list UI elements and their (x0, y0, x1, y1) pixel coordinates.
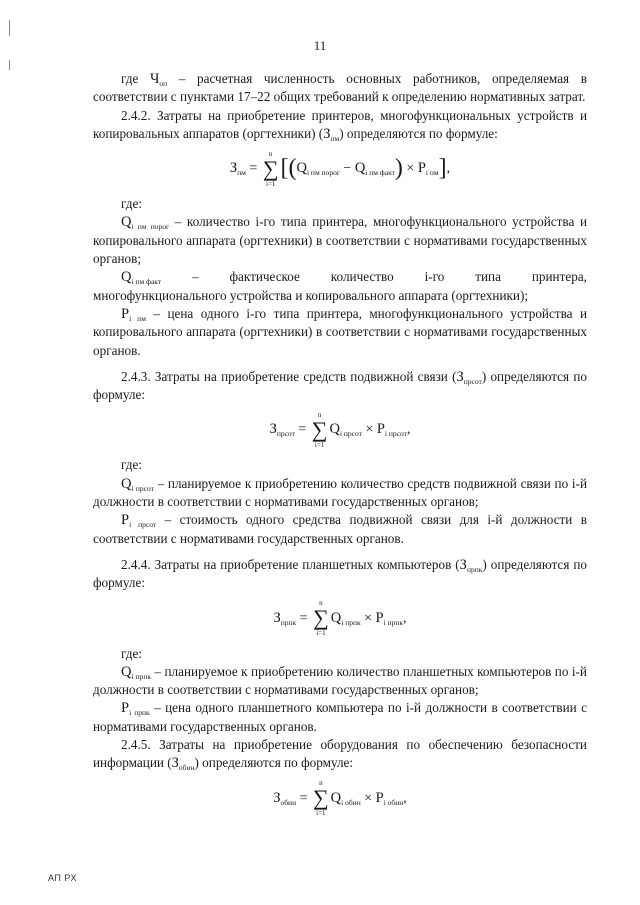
text: типа (475, 269, 501, 285)
paragraph-2-4-4 (93, 556, 587, 593)
formula-comma: , (446, 161, 451, 177)
symbol: P (121, 512, 130, 529)
formula-term: Q (330, 789, 342, 806)
where-label: где: (121, 196, 142, 212)
text: – стоимость одного средства подвижной связи для i-й должности в соответствии с нормативами государственных органов. (93, 512, 588, 546)
formula-lhs-subscript: обин (280, 797, 297, 807)
document-body (93, 70, 587, 825)
sum-lower-limit: i=1 (316, 629, 326, 638)
definition-q-fakt: многофункционального устройства и копировального аппарата (оргтехники); (93, 287, 529, 303)
symbol-subscript: i прсот (129, 520, 157, 530)
symbol: З (456, 368, 464, 385)
paragraph-2-4-5 (93, 736, 587, 773)
formula-term-subscript: i прсот (339, 429, 362, 439)
symbol-subscript: прсот (463, 376, 482, 386)
symbol-subscript: i пм (129, 313, 146, 323)
sum-upper-limit: n (319, 599, 323, 608)
definition-p-prsot (93, 511, 587, 548)
paragraph-where-chop (93, 70, 587, 107)
formula-term: Q (329, 421, 340, 438)
formula-comma: , (406, 422, 411, 438)
footer-mark: АП РХ (48, 873, 77, 883)
formula-comma: , (403, 610, 407, 626)
formula-term: Q (354, 160, 366, 177)
symbol: Q (121, 475, 132, 492)
symbol-subscript: пм (330, 133, 340, 143)
formula-term-subscript: i прпк (341, 617, 361, 627)
summation-sign: n ∑ i=1 (312, 779, 329, 818)
paragraph-2-4-2 (93, 107, 587, 144)
symbol: Q (121, 269, 132, 286)
formula-term: P (376, 421, 385, 438)
equals-sign: = (298, 422, 307, 438)
formula-lhs-subscript: прсот (276, 429, 295, 439)
symbol-subscript: i прпк (131, 671, 152, 681)
text: фактическое (229, 269, 300, 285)
text: i-го (424, 269, 445, 285)
formula-term: Q (330, 609, 342, 626)
formula-term: P (375, 609, 384, 626)
symbol-subscript: i прпк (129, 708, 150, 718)
text: – цена одного планшетного компьютера по i-й должности в соответствии с нормативами государственных органов. (93, 700, 587, 734)
text: ) определяются по формуле: (339, 125, 498, 141)
scan-edge-mark (9, 60, 10, 70)
equals-sign: = (299, 790, 308, 806)
text: ) определяются по формуле: (194, 755, 354, 771)
paragraph-2-4-3 (93, 368, 587, 405)
symbol: З (323, 125, 331, 142)
sum-upper-limit: n (319, 779, 323, 788)
formula-term-subscript: i пм (425, 168, 439, 178)
formula-zobin (93, 778, 587, 819)
formula-lhs: З (229, 160, 238, 177)
text: 2.4.5. Затраты на приобретение оборудования по обеспечению безопасности информации ( (93, 737, 587, 771)
symbol-subscript: i пм факт (131, 277, 162, 287)
times-sign: × (364, 790, 373, 806)
formula-term-subscript: i пм порог (306, 168, 340, 178)
text: 2.4.4. Затраты на приобретение планшетных компьютеров ( (121, 556, 460, 572)
formula-lhs: З (273, 789, 281, 806)
definition-q-fakt-line (93, 268, 587, 286)
symbol: Q (121, 214, 132, 231)
sum-lower-limit: i=1 (265, 179, 276, 188)
formula-lhs-subscript: пм (237, 168, 246, 178)
definition-q-prpk (93, 663, 587, 700)
formula-zprpk (93, 598, 587, 639)
symbol: З (459, 556, 467, 573)
definition-p-pm (93, 305, 587, 360)
text: – цена одного i-го типа принтера, многофункционального устройства и копировального аппарата (оргтехники) в соответствии с нормативами государственных органов. (93, 305, 588, 358)
symbol-subscript: i пм порог (131, 222, 170, 232)
equals-sign: = (249, 161, 258, 177)
text: ) определяются по формуле: (93, 556, 588, 591)
definition-p-prpk (93, 699, 587, 736)
symbol: З (171, 755, 179, 772)
formula-lhs: З (269, 421, 277, 438)
formula-term: P (375, 789, 384, 806)
symbol: P (121, 700, 130, 717)
text: ) определяются по формуле: (93, 368, 587, 403)
formula-zpm: $З_{пм}$ = n ∑ i=1 $[(Q_{i пм порог} - Q_{i пм факт}) \times P_{i пм}]$, (229, 149, 451, 188)
definition-q-prsot (93, 475, 587, 512)
times-sign: × (365, 422, 374, 438)
summation-sign: n ∑ i=1 (311, 411, 328, 450)
minus-sign: − (343, 161, 352, 177)
text: – количество i-го типа принтера, многофункционального устройства и копировального аппарата (оргтехники) в соответствии с нормативами государственных органов; (93, 214, 587, 267)
times-sign: × (364, 610, 373, 626)
text: 2.4.3. Затраты на приобретение средств подвижной связи ( (121, 368, 457, 384)
sum-lower-limit: i=1 (314, 441, 325, 450)
symbol-subscript: оп (159, 79, 168, 88)
equals-sign: = (299, 610, 308, 626)
symbol-subscript: обин (178, 763, 195, 773)
formula-lhs: З (273, 609, 281, 626)
symbol-subscript: i прсот (131, 483, 154, 493)
symbol: Ч (149, 71, 160, 87)
symbol: P (121, 305, 130, 322)
formula-term: Q (296, 160, 307, 177)
text: – планируемое к приобретению количество средств подвижной связи по i-й должности в соответствии с нормативами государственных органов; (93, 475, 587, 510)
where-label: где: (121, 457, 142, 473)
text: – (191, 269, 199, 285)
text: – расчетная численность основных работников, определяемая в соответствии с пунктами 17–22 общих требований к определению нормативных затрат. (93, 71, 587, 105)
sum-lower-limit: i=1 (316, 809, 326, 818)
definition-q-porog (93, 213, 587, 268)
summation-sign: n ∑ i=1 (262, 149, 279, 188)
formula-zprsot (93, 409, 587, 450)
summation-sign: n ∑ i=1 (313, 599, 329, 638)
formula-term-subscript: i прсот (384, 429, 407, 439)
text: где (121, 71, 150, 86)
symbol: Q (121, 663, 132, 680)
times-sign: × (406, 161, 415, 177)
symbol-subscript: прпк (466, 564, 483, 574)
where-label: где: (121, 645, 142, 661)
formula-term: P (417, 160, 426, 177)
page-number: 11 (313, 38, 327, 53)
formula-term-subscript: i обин (341, 797, 361, 807)
formula-term-subscript: i прпк (383, 617, 404, 627)
text: принтера, (531, 269, 587, 285)
text: количество (330, 269, 394, 285)
sum-upper-limit: n (268, 149, 273, 158)
text: 2.4.2. Затраты на приобретение принтеров, многофункциональных устройств и копировальных аппаратов (оргтехники) ( (93, 107, 587, 141)
scan-edge-mark (9, 20, 10, 36)
formula-lhs-subscript: прпк (280, 617, 297, 627)
formula-term-subscript: i пм факт (365, 168, 395, 178)
text: – планируемое к приобретению количество планшетных компьютеров по i-й должности в соответствии с нормативами государственных органов; (93, 663, 587, 698)
formula-comma: , (403, 790, 407, 806)
formula-term-subscript: i обин (383, 797, 404, 807)
sum-upper-limit: n (317, 411, 322, 420)
